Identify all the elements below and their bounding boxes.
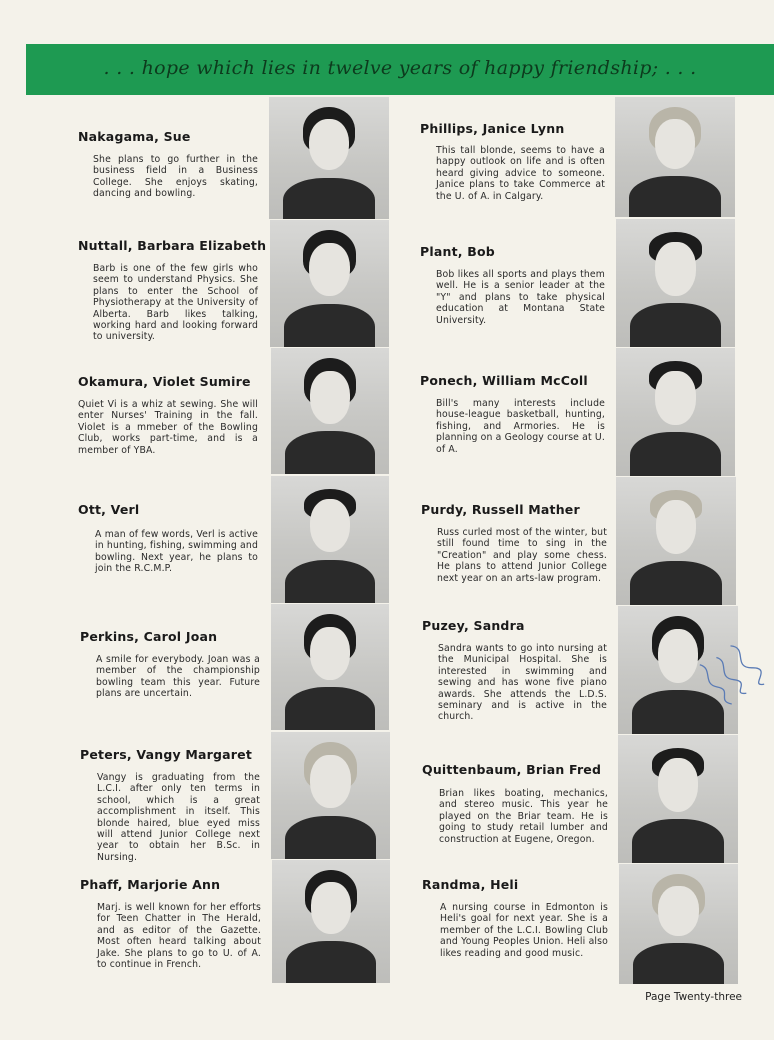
student-entry-ott	[78, 502, 258, 575]
student-bio: Bill's many interests include house-league basketball, hunting, fishing, and Armories. He is planning on a Geology course at U. of A.	[436, 398, 605, 455]
student-entry-phillips	[420, 121, 605, 202]
student-bio: Brian likes boating, mechanics, and stereo music. This year he played on the Briar team. He is going to study retail lumber and construction at Eugene, Oregon.	[439, 788, 608, 845]
student-name: Phaff, Marjorie Ann	[80, 877, 221, 892]
student-entry-purdy	[421, 502, 607, 584]
student-photo	[270, 220, 389, 347]
student-bio: She plans to go further in the business field in a Business College. She enjoys skating, dancing and bowling.	[93, 154, 258, 200]
student-photo	[615, 97, 735, 217]
student-photo	[616, 477, 736, 605]
student-photo	[269, 97, 389, 219]
student-photo	[616, 219, 735, 347]
student-entry-perkins	[80, 629, 260, 700]
student-entry-ponech	[420, 373, 605, 455]
student-bio: Quiet Vi is a whiz at sewing. She will enter Nurses' Training in the fall. Violet is a mmeber of the Bowling Club, works part-time, and is a member of YBA.	[78, 399, 258, 456]
student-name: Quittenbaum, Brian Fred	[422, 762, 602, 777]
student-bio: Sandra wants to go into nursing at the Municipal Hospital. She is interested in swimming and sewing and has wone five piano awards. She attends the L.D.S. seminary and is active in the church.	[438, 643, 607, 723]
student-photo	[272, 860, 390, 983]
student-entry-nakagama	[78, 129, 258, 200]
student-entry-puzey	[422, 618, 607, 723]
student-photo	[618, 735, 738, 863]
student-name: Phillips, Janice Lynn	[420, 121, 565, 136]
student-entry-randma	[422, 877, 608, 959]
student-bio: Barb is one of the few girls who seem to understand Physics. She plans to enter the School of Physiotherapy at the University of Alberta. Barb likes talking, working hard and looking forward to university.	[93, 263, 258, 343]
student-photo	[616, 348, 735, 476]
student-entry-quittenbaum	[422, 762, 608, 845]
student-name: Ponech, William McColl	[420, 373, 588, 388]
student-name: Perkins, Carol Joan	[80, 629, 218, 644]
student-name: Plant, Bob	[420, 244, 495, 259]
student-bio: A smile for everybody. Joan was a member of the championship bowling team this year. Future plans are uncertain.	[96, 654, 260, 700]
student-entry-phaff	[80, 877, 261, 970]
student-entry-okamura	[78, 374, 258, 456]
student-name: Okamura, Violet Sumire	[78, 374, 251, 389]
student-name: Peters, Vangy Margaret	[80, 747, 253, 762]
student-bio: Russ curled most of the winter, but still found time to sing in the "Creation" and play some chess. He plans to attend Junior College next year on an arts-law program.	[437, 527, 607, 584]
student-name: Nuttall, Barbara Elizabeth	[78, 238, 267, 253]
banner-quote: . . . hope which lies in twelve years of happy friendship; . . .	[103, 57, 697, 79]
student-bio: A man of few words, Verl is active in hunting, fishing, swimming and bowling. Next year, he plans to join the R.C.M.P.	[95, 529, 258, 575]
student-name: Randma, Heli	[422, 877, 519, 892]
student-entry-plant	[420, 244, 605, 326]
student-bio: This tall blonde, seems to have a happy outlook on life and is often heard giving advice to someone. Janice plans to take Commerce at the U. of A. in Calgary.	[436, 145, 605, 202]
page-number: Page Twenty-three	[645, 991, 742, 1003]
student-bio: Bob likes all sports and plays them well. He is a senior leader at the "Y" and plans to take physical education at Montana State University.	[436, 269, 605, 326]
student-bio: Marj. is well known for her efforts for Teen Chatter in The Herald, and as editor of the Gazette. Most often heard talking about Jake. She plans to go to U. of A. to continue in French.	[97, 902, 261, 971]
student-photo	[271, 476, 389, 603]
student-entry-peters	[80, 747, 260, 863]
student-name: Nakagama, Sue	[78, 129, 191, 144]
student-name: Purdy, Russell Mather	[421, 502, 580, 517]
student-name: Ott, Verl	[78, 502, 140, 517]
student-photo	[619, 864, 738, 984]
student-entry-nuttall	[78, 238, 267, 343]
student-photo	[271, 732, 390, 859]
student-photo	[271, 604, 389, 730]
student-bio: A nursing course in Edmonton is Heli's goal for next year. She is a member of the L.C.I. Bowling Club and Young Peoples Union. Heli also likes reading and good music.	[440, 902, 608, 959]
student-bio: Vangy is graduating from the L.C.I. after only ten terms in school, which is a great accomplishment in itself. This blonde haired, blue eyed miss will attend Junior College next year to obtain her B.Sc. in Nursing.	[97, 772, 260, 863]
student-photo	[271, 348, 389, 474]
header-banner	[26, 44, 774, 95]
student-name: Puzey, Sandra	[422, 618, 525, 633]
